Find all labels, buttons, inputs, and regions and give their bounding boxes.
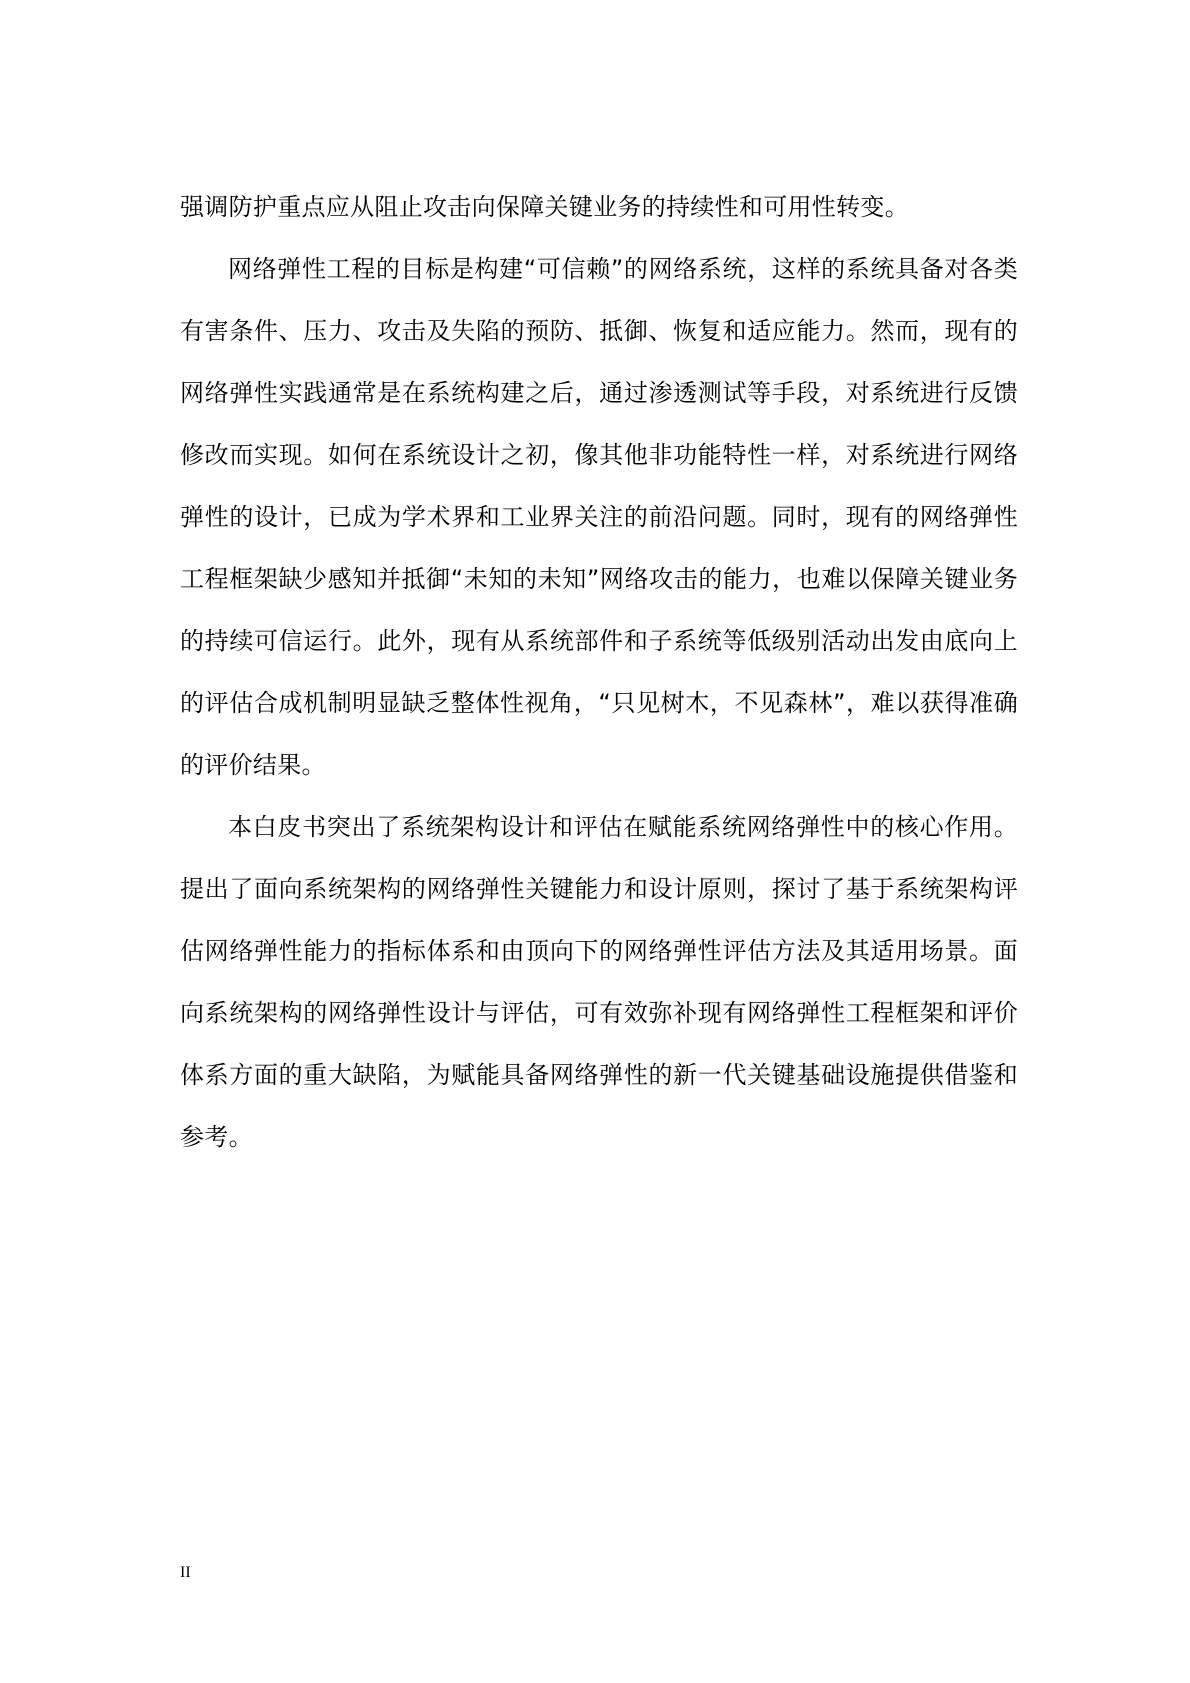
paragraph-network-resilience-goal: 网络弹性工程的目标是构建“可信赖”的网络系统，这样的系统具备对各类有害条件、压力、攻击及失陷的预防、抵御、恢复和适应能力。然而，现有的网络弹性实践通常是在系统构建之后，通过渗透测试等手段，对系统进行反馈修改而实现。如何在系统设计之初，像其他非功能特性一样，对系统进行网络弹性的设计，已成为学术界和工业界关注的前沿问题。同时，现有的网络弹性工程框架缺少感知并抵御“未知的未知”网络攻击的能力，也难以保障关键业务的持续可信运行。此外，现有从系统部件和子系统等低级别活动出发由底向上的评估合成机制明显缺乏整体性视角，“只见树木，不见森林”，难以获得准确的评价结果。 xyxy=(180,255,1018,779)
page-number: II xyxy=(180,1564,191,1581)
paragraph-whitepaper-summary: 本白皮书突出了系统架构设计和评估在赋能系统网络弹性中的核心作用。提出了面向系统架构的网络弹性关键能力和设计原则，探讨了基于系统架构评估网络弹性能力的指标体系和由顶向下的网络弹性评估方法及其适用场景。面向系统架构的网络弹性设计与评估，可有效弥补现有网络弹性工程框架和评价体系方面的重大缺陷，为赋能具备网络弹性的新一代关键基础设施提供借鉴和参考。 xyxy=(180,813,1018,1151)
body-text xyxy=(180,176,1018,1168)
paragraph-continuation: 强调防护重点应从阻止攻击向保障关键业务的持续性和可用性转变。 xyxy=(180,193,909,221)
